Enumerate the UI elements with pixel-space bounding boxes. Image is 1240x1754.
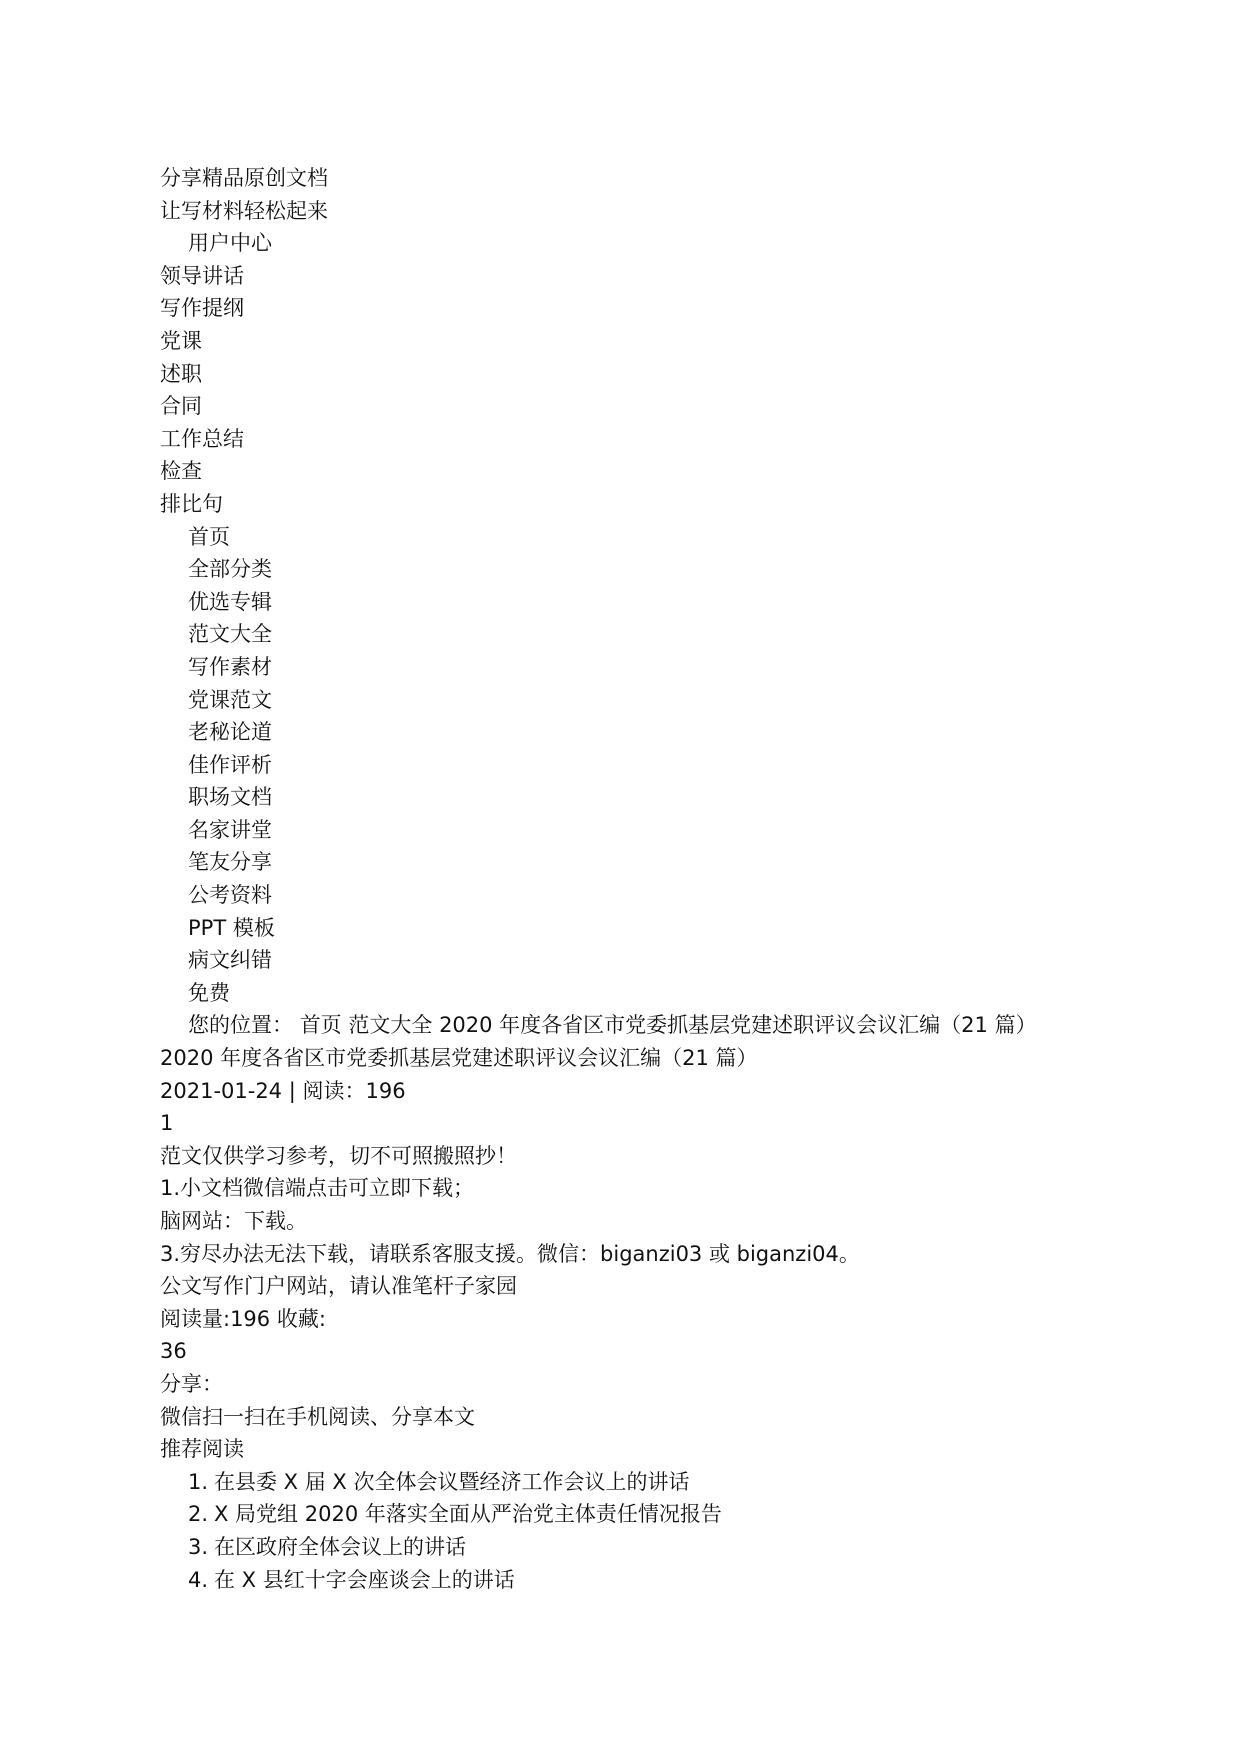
recommended-link[interactable]: X 局党组 2020 年落实全面从严治党主体责任情况报告	[214, 1502, 722, 1527]
recommended-link[interactable]: 在区政府全体会议上的讲话	[214, 1534, 466, 1559]
wechat-share-tip: 微信扫一扫在手机阅读、分享本文	[160, 1404, 475, 1429]
nav-item-home[interactable]: 首页	[188, 524, 230, 549]
portal-notice: 公文写作门户网站，请认准笔杆子家园	[160, 1274, 517, 1299]
category-link[interactable]: 领导讲话	[160, 263, 244, 288]
category-link[interactable]: 检查	[160, 459, 202, 484]
category-link[interactable]: 写作提纲	[160, 296, 244, 321]
nav-item-lectures[interactable]: 名家讲堂	[188, 817, 272, 842]
notice-text: 范文仅供学习参考，切不可照搬照抄！	[160, 1143, 517, 1168]
category-link[interactable]: 工作总结	[160, 426, 244, 451]
article-stats: 阅读量:196 收藏:	[160, 1306, 326, 1331]
page-content	[160, 162, 1160, 1596]
article-title: 2020 年度各省区市党委抓基层党建述职评议会议汇编（21 篇）	[160, 1046, 758, 1071]
nav-item-friends-share[interactable]: 笔友分享	[188, 850, 272, 875]
recommended-list	[160, 1466, 1160, 1596]
nav-item-free[interactable]: 免费	[188, 980, 230, 1005]
article-meta: 2021-01-24 | 阅读：196	[160, 1078, 406, 1103]
list-item	[160, 1498, 1160, 1531]
favorite-count[interactable]: 36	[160, 1339, 187, 1364]
list-item	[160, 1466, 1160, 1499]
breadcrumb	[160, 1009, 1160, 1042]
site-subtagline: 让写材料轻松起来	[160, 198, 328, 223]
list-item	[160, 1531, 1160, 1564]
breadcrumb-templates[interactable]: 范文大全	[348, 1013, 433, 1038]
nav-item-exam-materials[interactable]: 公考资料	[188, 883, 272, 908]
recommended-heading: 推荐阅读	[160, 1437, 244, 1462]
nav-item-ppt-templates[interactable]: PPT 模板	[188, 915, 275, 940]
list-item-number: 3.	[188, 1534, 209, 1559]
breadcrumb-label: 您的位置：	[188, 1013, 293, 1038]
list-item-number: 1.	[188, 1469, 209, 1494]
download-tip-2: 脑网站：下载。	[160, 1209, 307, 1233]
list-item-number: 4.	[188, 1567, 209, 1592]
top-category-list	[160, 260, 1160, 521]
nav-item-all-categories[interactable]: 全部分类	[188, 557, 272, 582]
nav-item-error-correction[interactable]: 病文纠错	[188, 948, 272, 973]
download-tip-1: 1.小文档微信端点击可立即下载；	[160, 1176, 475, 1201]
recommended-link[interactable]: 在 X 县红十字会座谈会上的讲话	[214, 1567, 515, 1592]
nav-item-featured[interactable]: 优选专辑	[188, 589, 272, 614]
breadcrumb-home[interactable]: 首页	[299, 1013, 342, 1038]
category-link[interactable]: 党课	[160, 328, 202, 353]
list-item	[160, 1564, 1160, 1597]
site-tagline: 分享精品原创文档	[160, 166, 328, 190]
category-link[interactable]: 合同	[160, 394, 202, 419]
recommended-link[interactable]: 在县委 X 届 X 次全体会议暨经济工作会议上的讲话	[214, 1469, 690, 1494]
category-link[interactable]: 述职	[160, 361, 202, 386]
nav-item-templates[interactable]: 范文大全	[188, 622, 272, 647]
nav-item-workplace-docs[interactable]: 职场文档	[188, 785, 272, 810]
nav-item-materials[interactable]: 写作素材	[188, 654, 272, 679]
breadcrumb-current: 2020 年度各省区市党委抓基层党建述职评议会议汇编（21 篇）	[439, 1013, 1037, 1038]
list-item-number: 2.	[188, 1502, 209, 1527]
user-center-link[interactable]: 用户中心	[188, 231, 272, 256]
nav-item-reviews[interactable]: 佳作评析	[188, 752, 272, 777]
download-tip-3: 3.穷尽办法无法下载，请联系客服支援。微信：biganzi03 或 biganzi04。	[160, 1241, 860, 1266]
nav-item-secretary-talk[interactable]: 老秘论道	[188, 720, 272, 745]
page-number: 1	[160, 1111, 174, 1136]
category-link[interactable]: 排比句	[160, 491, 223, 516]
nav-item-party-lessons[interactable]: 党课范文	[188, 687, 272, 712]
main-nav	[160, 521, 1160, 1010]
share-label: 分享：	[160, 1371, 223, 1396]
